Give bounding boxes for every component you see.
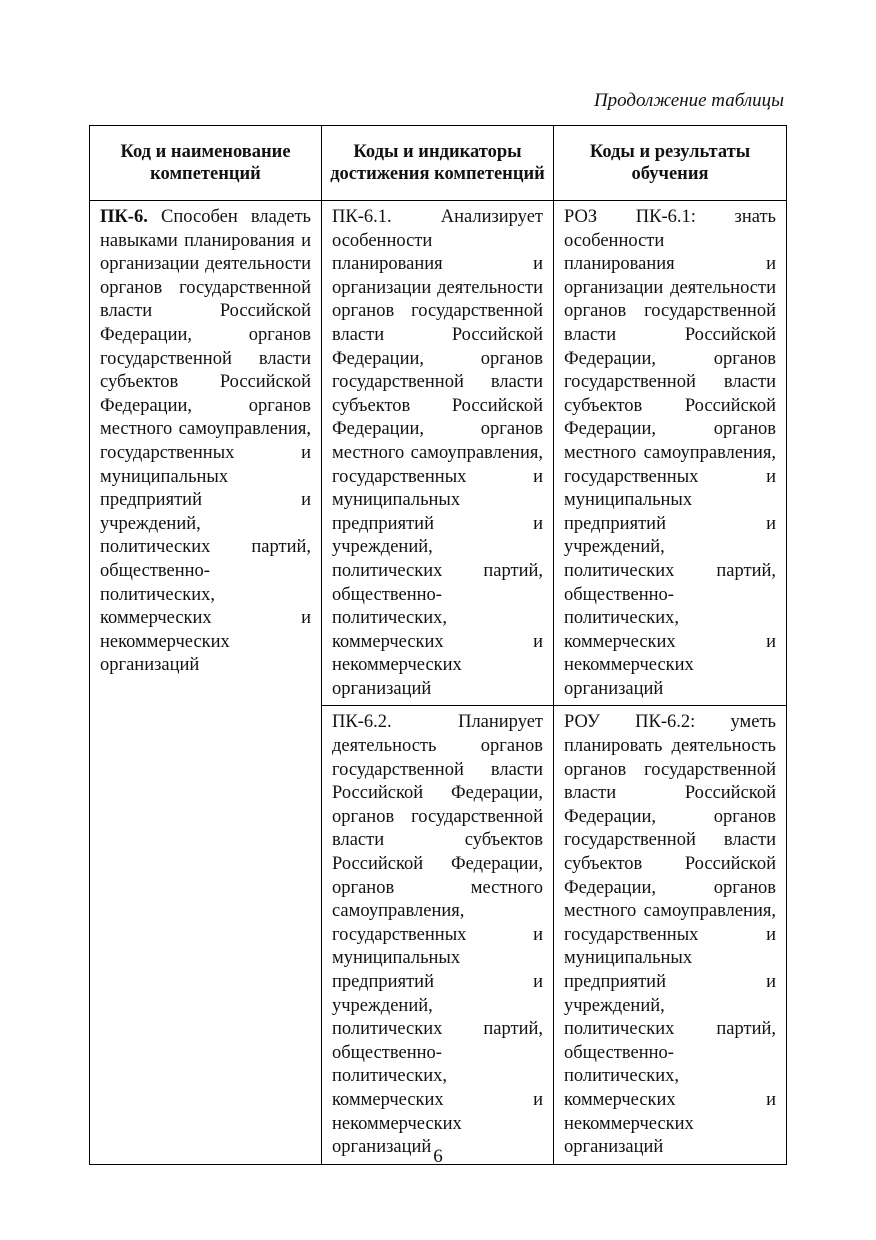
page-number: 6 [433,1146,443,1167]
competence-table [89,125,787,1165]
table-header-row [90,126,787,201]
indicator-cell: ПК-6.1. Анализирует особенности планирования и организации деятельности органов государственной власти Российской Федерации, органов государственной власти субъектов Российской Федерации, органов местного самоуправления, государственных и муниципальных предприятий и учреждений, политических партий, общественно-политических, коммерческих и некоммерческих организаций [322,201,554,706]
table-row [90,201,787,706]
indicator-cell: ПК-6.2. Планирует деятельность органов государственной власти Российской Федерации, органов государственной власти субъектов Российской Федерации, органов местного самоуправления, государственных и муниципальных предприятий и учреждений, политических партий, общественно-политических, коммерческих и некоммерческих организаций [322,706,554,1164]
header-indicators: Коды и индикаторы достижения компетенций [322,126,554,201]
result-cell: РОУ ПК-6.2: уметь планировать деятельность органов государственной власти Российской Федерации, органов государственной власти субъектов Российской Федерации, органов местного самоуправления, государственных и муниципальных предприятий и учреждений, политических партий, общественно-политических, коммерческих и некоммерческих организаций [554,706,787,1164]
result-cell: РОЗ ПК-6.1: знать особенности планирования и организации деятельности органов государственной власти Российской Федерации, органов государственной власти субъектов Российской Федерации, органов местного самоуправления, государственных и муниципальных предприятий и учреждений, политических партий, общественно-политических, коммерческих и некоммерческих организаций [554,201,787,706]
competence-cell [90,201,322,1165]
competence-text: Способен владеть навыками планирования и организации деятельности органов государственной власти Российской Федерации, органов государственной власти субъектов Российской Федерации, органов местного самоуправления, государственных и муниципальных предприятий и учреждений, политических партий, общественно-политических, коммерческих и некоммерческих организаций [100,207,311,676]
table-continuation-label: Продолжение таблицы [593,90,784,111]
header-results: Коды и результаты обучения [554,126,787,201]
header-competence: Код и наименование компетенций [90,126,322,201]
competence-code: ПК-6. [100,207,148,227]
